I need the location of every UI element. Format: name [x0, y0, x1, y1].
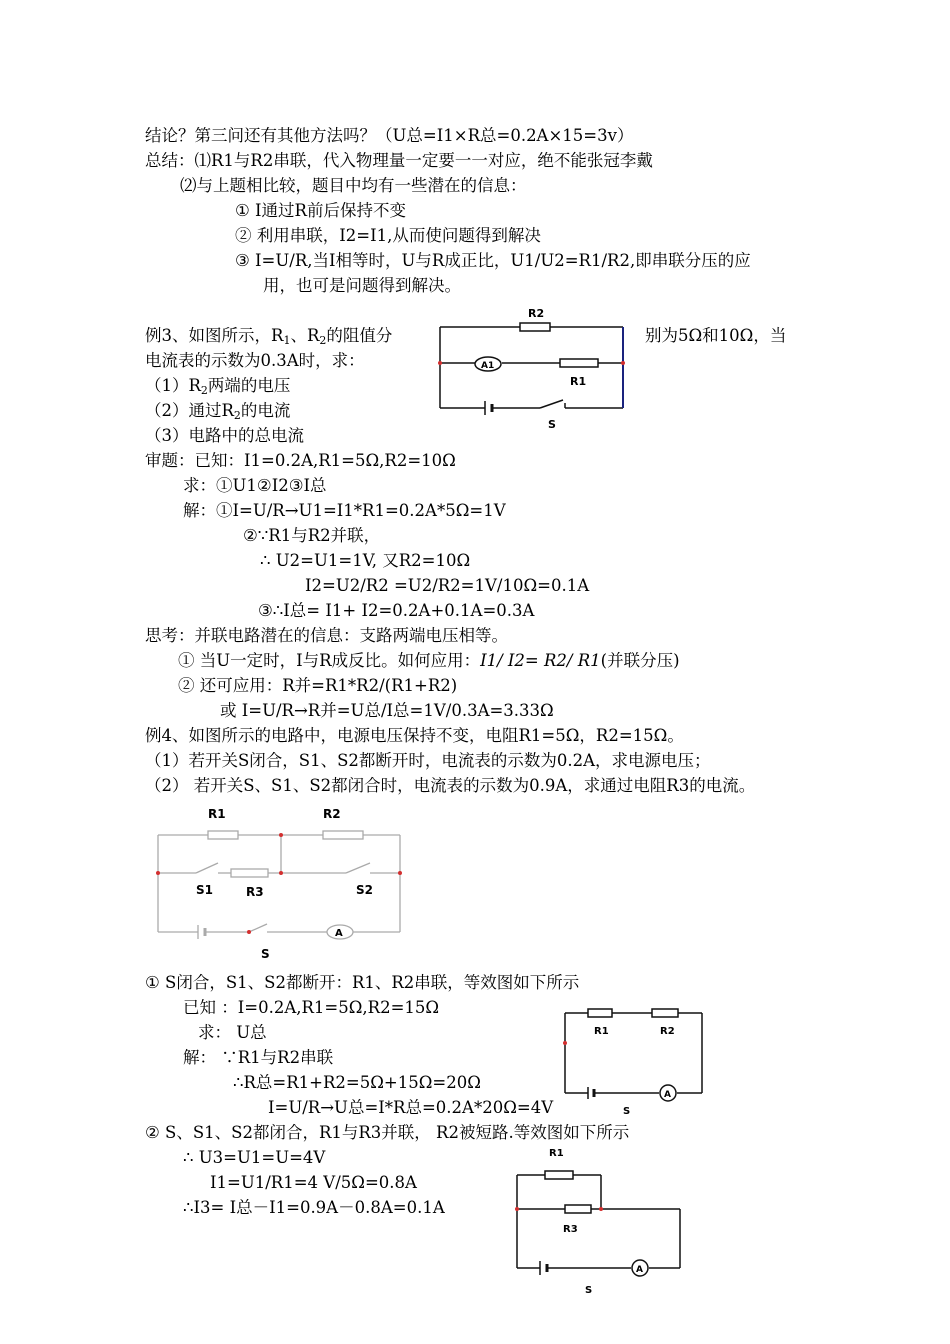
ammeter-icon: A1 — [481, 361, 495, 371]
diagram-label: R1 — [549, 1148, 564, 1159]
diagram-label: R1 — [208, 807, 226, 821]
summary-point: 用，也可是问题得到解决。 — [263, 276, 461, 295]
example3-question: （3）电路中的总电流 — [145, 426, 304, 445]
example3-solution: ②∵R1与R2并联， — [243, 526, 381, 545]
example3-thinking: 思考：并联电路潜在的信息：支路两端电压相等。 — [145, 626, 508, 645]
example3-thinking: ② 还可应用：R并=R1*R2/(R1+R2) — [178, 676, 458, 695]
diagram-label: R2 — [528, 307, 545, 320]
case2-equivalent-circuit — [505, 1143, 695, 1298]
example4-case2: ② S、S1、S2都闭合，R1与R3并联， R2被短路.等效图如下所示 — [145, 1123, 630, 1142]
example4-intro: 例4、如图所示的电路中，电源电压保持不变，电阻R1=5Ω，R2=15Ω。 — [145, 726, 684, 745]
summary-point: ③ I=U/R,当I相等时，U与R成正比，U1/U2=R1/R2,即串联分压的应 — [235, 251, 751, 270]
example3-find: 求：①U1②I2③I总 — [183, 476, 327, 495]
diagram-label: R2 — [660, 1026, 675, 1037]
example3-solution: ∴ U2=U1=1V, 又R2=10Ω — [260, 551, 471, 570]
example4-case2-solution: ∴ U3=U1=U=4V — [183, 1148, 326, 1167]
diagram-label: R3 — [246, 885, 264, 899]
example3-solution: I2=U2/R2 =U2/R2=1V/10Ω=0.1A — [305, 576, 590, 595]
example4-circuit-diagram — [150, 800, 415, 962]
example3-circuit-diagram — [430, 300, 630, 435]
example4-question: （2） 若开关S、S1、S2都闭合时，电流表的示数为0.9A，求通过电阻R3的电流。 — [145, 776, 756, 795]
case1-equivalent-circuit — [555, 1003, 715, 1118]
example3-question: $(1)R_2$两端的电压 — [145, 376, 291, 397]
example3-question: （2）通过$R_2$的电流 — [145, 401, 291, 422]
example4-case2-solution: I1=U1/R1=4 V/5Ω=0.8A — [210, 1173, 417, 1192]
example3-solution: 解：①I=U/R→U1=I1*R1=0.2A*5Ω=1V — [183, 501, 506, 520]
diagram-label: R1 — [594, 1026, 609, 1037]
diagram-label: S — [548, 418, 556, 431]
example3-intro-right: 别为5Ω和10Ω，当 — [645, 326, 787, 345]
diagram-label: S — [585, 1285, 593, 1296]
diagram-label: R2 — [323, 807, 341, 821]
summary-point: ② 利用串联，I2=I1,从而使问题得到解决 — [235, 226, 541, 245]
example4-case1-find: 求： U总 — [198, 1023, 267, 1042]
example3-intro: 电流表的示数为0.3A时，求： — [145, 351, 365, 370]
diagram-label: S — [623, 1106, 631, 1117]
summary-point: ① I通过R前后保持不变 — [235, 201, 406, 220]
example4-question: （1）若开关S闭合，S1、S2都断开时，电流表的示数为0.2A，求电源电压； — [145, 751, 711, 770]
ammeter-icon: A — [664, 1090, 671, 1100]
diagram-label: R1 — [570, 375, 587, 388]
ammeter-icon: A — [636, 1265, 643, 1275]
summary-line: 总结：⑴R1与R2串联，代入物理量一定要一一对应，绝不能张冠李戴 — [145, 151, 653, 170]
example4-case1-solution: I=U/R→U总=I*R总=0.2A*20Ω=4V — [268, 1098, 554, 1117]
example4-case1-solution: 解： ∵R1与R2串联 — [183, 1048, 334, 1067]
example4-case1-solution: ∴R总=R1+R2=5Ω+15Ω=20Ω — [233, 1073, 481, 1092]
example3-solution: ③∴I总= I1+ I2=0.2A+0.1A=0.3A — [258, 601, 535, 620]
example3-known: 审题：已知：I1=0.2A,R1=5Ω,R2=10Ω — [145, 451, 456, 470]
example4-case1-known: 已知 ：I=0.2A,R1=5Ω,R2=15Ω — [183, 998, 440, 1017]
example4-case1: ① S闭合，S1、S2都断开：R1、R2串联，等效图如下所示 — [145, 973, 580, 992]
ammeter-icon: A — [335, 928, 343, 939]
example3-thinking: 或 I=U/R→R并=U总/I总=1V/0.3A=3.33Ω — [220, 701, 554, 720]
diagram-label: S1 — [196, 883, 213, 897]
example3-thinking: ① 当U一定时，I与R成反比。如何应用：I1/ I2= R2/ R1(并联分压) — [178, 651, 680, 670]
example3-intro: 例3、如图所示，$R_1$、$R_2$的阻值分 — [145, 326, 393, 347]
summary-line: ⑵与上题相比较，题目中均有一些潜在的信息： — [180, 176, 527, 195]
summary-conclusion: 结论？第三问还有其他方法吗？（U总=I1×R总=0.2A×15=3v） — [145, 126, 634, 145]
diagram-label: S2 — [356, 883, 373, 897]
example4-case2-solution: ∴I3= I总－I1=0.9A－0.8A=0.1A — [183, 1198, 445, 1217]
diagram-label: S — [261, 947, 270, 961]
diagram-label: R3 — [563, 1224, 578, 1235]
